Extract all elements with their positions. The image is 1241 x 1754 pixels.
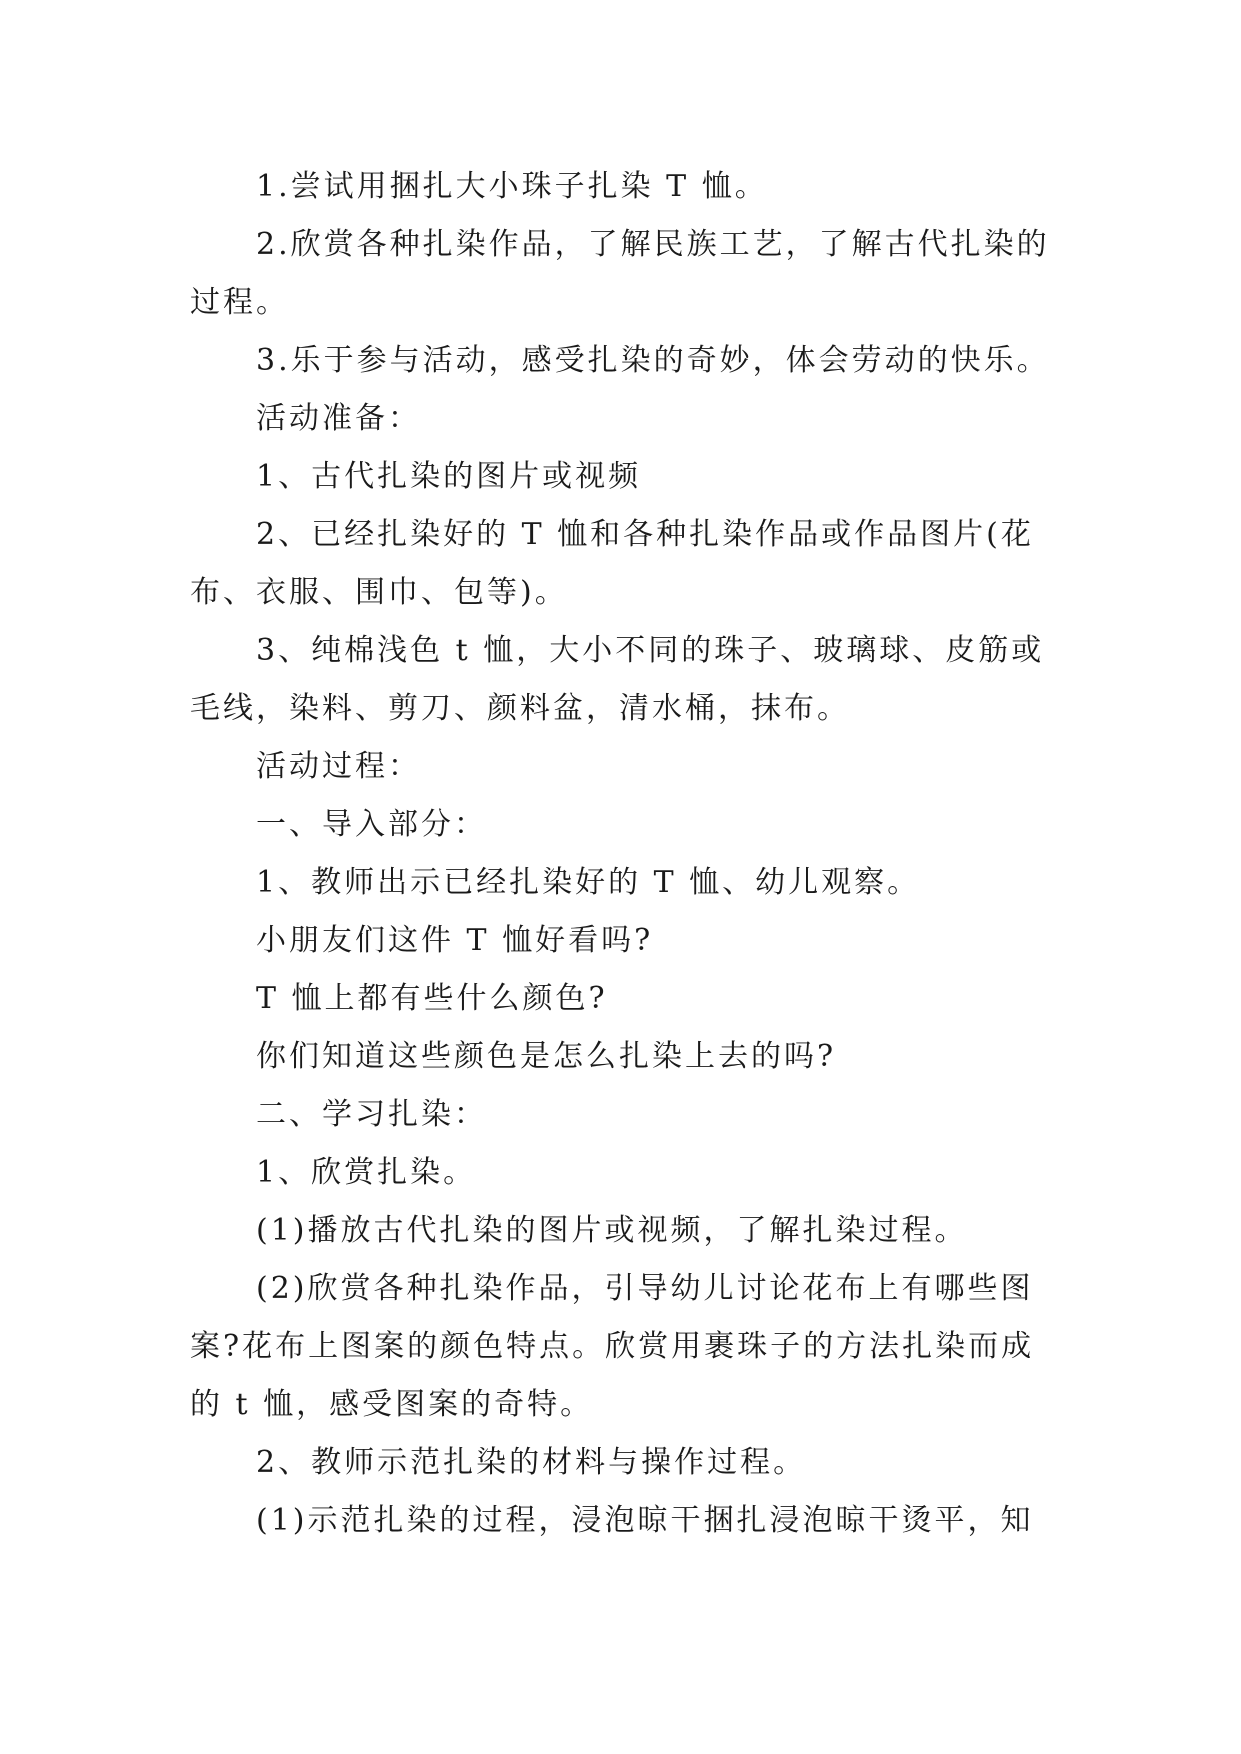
learning-step-2: 2、教师示范扎染的材料与操作过程。 bbox=[256, 1445, 807, 1480]
preparation-item-1: 1、古代扎染的图片或视频 bbox=[256, 459, 642, 494]
preparation-item-3: 3、纯棉浅色 t 恤，大小不同的珠子、玻璃球、皮筋或毛线，染料、剪刀、颜料盆，清水桶，抹布。 bbox=[190, 633, 1045, 726]
learning-substep-1: (1)播放古代扎染的图片或视频，了解扎染过程。 bbox=[256, 1213, 968, 1248]
objective-1: 1.尝试用捆扎大小珠子扎染 T 恤。 bbox=[256, 169, 768, 204]
preparation-heading: 活动准备： bbox=[256, 401, 421, 436]
preparation-item-2: 2、已经扎染好的 T 恤和各种扎染作品或作品图片(花布、衣服、围巾、包等)。 bbox=[190, 517, 1034, 610]
section-learning-heading: 二、学习扎染： bbox=[256, 1097, 487, 1132]
question-3: 你们知道这些颜色是怎么扎染上去的吗? bbox=[256, 1039, 837, 1074]
demo-substep-1: (1)示范扎染的过程，浸泡晾干捆扎浸泡晾干烫平，知 bbox=[256, 1503, 1034, 1538]
question-1: 小朋友们这件 T 恤好看吗? bbox=[256, 923, 654, 958]
objective-2: 2.欣赏各种扎染作品，了解民族工艺，了解古代扎染的过程。 bbox=[190, 227, 1050, 320]
learning-substep-2: (2)欣赏各种扎染作品，引导幼儿讨论花布上有哪些图案?花布上图案的颜色特点。欣赏用裹珠子的方法扎染而成的 t 恤，感受图案的奇特。 bbox=[190, 1271, 1035, 1422]
objective-3: 3.乐于参与活动，感受扎染的奇妙，体会劳动的快乐。 bbox=[256, 343, 1050, 378]
question-2: T 恤上都有些什么颜色? bbox=[256, 981, 608, 1016]
body-text bbox=[190, 158, 1060, 1550]
intro-step-1: 1、教师出示已经扎染好的 T 恤、幼儿观察。 bbox=[256, 865, 921, 900]
learning-step-1: 1、欣赏扎染。 bbox=[256, 1155, 477, 1190]
process-heading: 活动过程： bbox=[256, 749, 421, 784]
section-intro-heading: 一、导入部分： bbox=[256, 807, 487, 842]
